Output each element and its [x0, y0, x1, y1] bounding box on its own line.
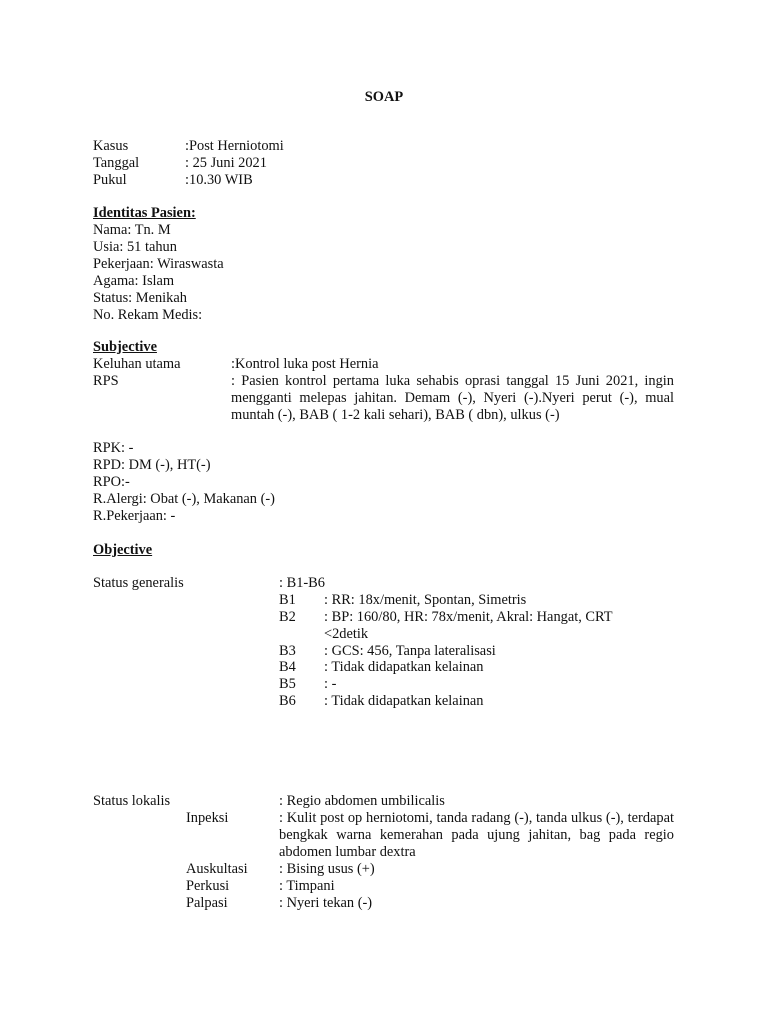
riwayat-alergi: R.Alergi: Obat (-), Makanan (-): [93, 491, 275, 507]
identitas-usia: Usia: 51 tahun: [93, 239, 177, 255]
b1-value: : RR: 18x/menit, Spontan, Simetris: [324, 592, 527, 608]
auskultasi-value: : Bising usus (+): [279, 861, 375, 877]
inpeksi-value: : Kulit post op herniotomi, tanda radang (-), tanda ulkus (-), terdapat bengkak warna kemerahan pada ujung jahitan, bag pada regio abdomen lumbar dextra: [279, 810, 674, 860]
b3-value: : GCS: 456, Tanpa lateralisasi: [324, 643, 496, 659]
identitas-pekerjaan: Pekerjaan: Wiraswasta: [93, 256, 224, 272]
document-title: SOAP: [364, 89, 404, 105]
pukul-label: Pukul: [93, 172, 127, 188]
keluhan-label: Keluhan utama: [93, 356, 181, 372]
perkusi-value: : Timpani: [279, 878, 335, 894]
palpasi-label: Palpasi: [186, 895, 228, 911]
b2-value-continuation: <2detik: [324, 626, 369, 642]
palpasi-value: : Nyeri tekan (-): [279, 895, 373, 911]
kasus-value: :Post Herniotomi: [185, 138, 284, 154]
b5-label: B5: [279, 676, 296, 692]
b1-label: B1: [279, 592, 296, 608]
subjective-heading: Subjective: [93, 339, 157, 355]
rps-value: : Pasien kontrol pertama luka sehabis oprasi tanggal 15 Juni 2021, ingin mengganti melepas jahitan. Demam (-), Nyeri (-).Nyeri perut (-), mual muntah (-), BAB ( 1-2 kali sehari), BAB ( dbn), ulkus (-): [231, 373, 674, 423]
rpo: RPO:-: [93, 474, 130, 490]
identitas-heading: Identitas Pasien:: [93, 205, 196, 221]
status-lokalis-label: Status lokalis: [93, 793, 171, 809]
status-generalis-value: : B1-B6: [279, 575, 325, 591]
riwayat-pekerjaan: R.Pekerjaan: -: [93, 508, 176, 524]
b2-value: : BP: 160/80, HR: 78x/menit, Akral: Hangat, CRT: [324, 609, 613, 625]
rps-label: RPS: [93, 373, 119, 389]
identitas-agama: Agama: Islam: [93, 273, 175, 289]
identitas-nama: Nama: Tn. M: [93, 222, 171, 238]
status-generalis-label: Status generalis: [93, 575, 184, 591]
rpd: RPD: DM (-), HT(-): [93, 457, 211, 473]
b2-label: B2: [279, 609, 296, 625]
b3-label: B3: [279, 643, 296, 659]
auskultasi-label: Auskultasi: [186, 861, 248, 877]
keluhan-value: :Kontrol luka post Hernia: [231, 356, 379, 372]
b4-value: : Tidak didapatkan kelainan: [324, 659, 484, 675]
b6-label: B6: [279, 693, 296, 709]
b5-value: : -: [324, 676, 337, 692]
b4-label: B4: [279, 659, 296, 675]
rpk: RPK: -: [93, 440, 134, 456]
inpeksi-label: Inpeksi: [186, 810, 229, 826]
status-lokalis-value: : Regio abdomen umbilicalis: [279, 793, 445, 809]
tanggal-label: Tanggal: [93, 155, 140, 171]
kasus-label: Kasus: [93, 138, 129, 154]
b6-value: : Tidak didapatkan kelainan: [324, 693, 484, 709]
pukul-value: :10.30 WIB: [185, 172, 253, 188]
identitas-rekam-medis: No. Rekam Medis:: [93, 307, 203, 323]
perkusi-label: Perkusi: [186, 878, 230, 894]
tanggal-value: : 25 Juni 2021: [185, 155, 267, 171]
objective-heading: Objective: [93, 542, 153, 558]
identitas-status: Status: Menikah: [93, 290, 187, 306]
